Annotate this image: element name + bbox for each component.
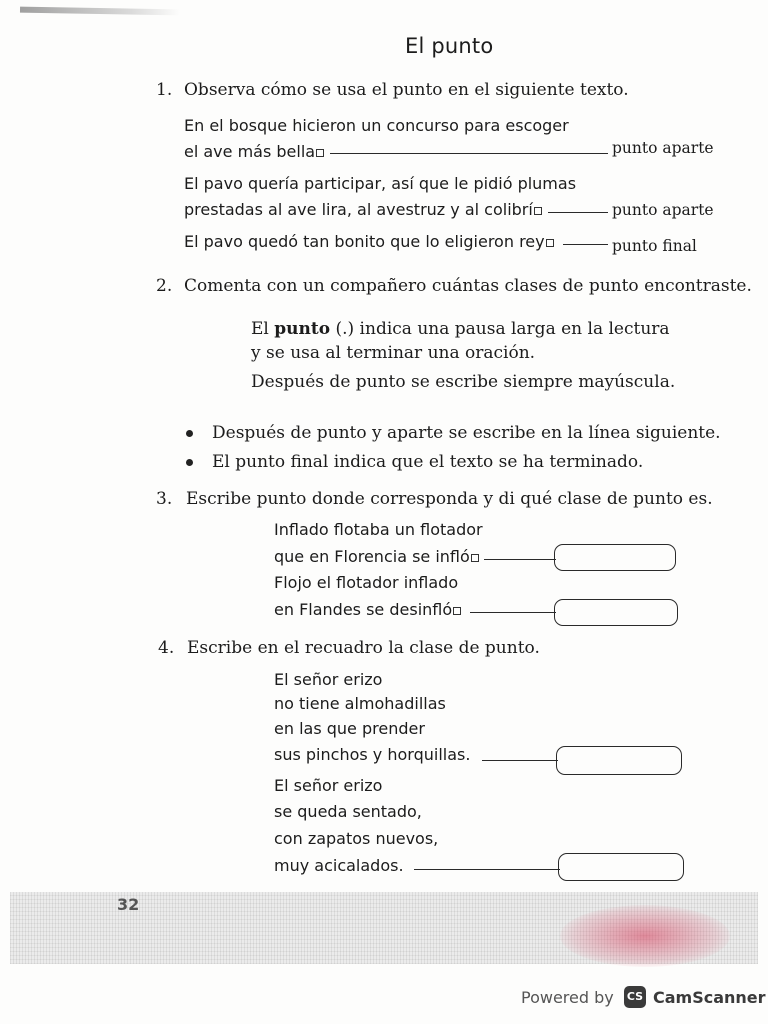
q1-label-2: punto aparte	[612, 201, 714, 219]
definition-line-2: y se usa al terminar una oración.	[251, 343, 536, 363]
q1-prompt: Observa cómo se usa el punto en el siguiente texto.	[184, 80, 629, 100]
period-box-icon	[534, 207, 542, 215]
q4-line-7: con zapatos nuevos,	[274, 829, 439, 848]
answer-line	[563, 244, 608, 245]
q1-line-5: El pavo quedó tan bonito que lo eligieron rey	[184, 232, 554, 251]
q3-line-4: en Flandes se desinfló	[274, 600, 461, 619]
page-number: 32	[117, 895, 140, 914]
period-box-icon	[453, 607, 461, 615]
q3-prompt: Escribe punto donde corresponda y di qué clase de punto es.	[186, 489, 713, 509]
q1-line-3: El pavo quería participar, así que le pidió plumas	[184, 174, 577, 193]
q1-line-2: el ave más bella	[184, 142, 324, 161]
bullet-icon	[186, 430, 193, 437]
q4-line-1: El señor erizo	[274, 670, 383, 689]
period-box-icon	[471, 554, 479, 562]
q2-number: 2.	[156, 276, 173, 296]
period-box-icon	[316, 149, 324, 157]
answer-line	[482, 760, 558, 761]
q4-number: 4.	[158, 638, 175, 658]
q1-label-3: punto final	[612, 237, 697, 255]
q2-prompt: Comenta con un compañero cuántas clases de punto encontraste.	[184, 276, 752, 296]
q4-line-5: El señor erizo	[274, 776, 383, 795]
q3-line-3: Flojo el flotador inflado	[274, 573, 459, 592]
q4-line-3: en las que prender	[274, 719, 425, 738]
answer-box[interactable]	[556, 746, 682, 775]
powered-by-text: Powered by	[521, 988, 614, 1007]
answer-box[interactable]	[558, 853, 684, 881]
answer-box[interactable]	[554, 544, 676, 571]
camscanner-name: CamScanner	[653, 988, 766, 1007]
q4-line-4: sus pinchos y horquillas.	[274, 745, 471, 764]
bullet-text-1: Después de punto y aparte se escribe en la línea siguiente.	[212, 423, 721, 443]
answer-box[interactable]	[554, 599, 678, 626]
q3-line-2: que en Florencia se infló	[274, 547, 479, 566]
answer-line	[414, 869, 560, 870]
q4-line-6: se queda sentado,	[274, 802, 422, 821]
bullet-icon	[186, 459, 193, 466]
q4-line-2: no tiene almohadillas	[274, 694, 446, 713]
q1-line-4: prestadas al ave lira, al avestruz y al colibrí	[184, 200, 542, 219]
answer-line	[330, 153, 608, 154]
bullet-text-2: El punto final indica que el texto se ha terminado.	[212, 452, 644, 472]
q4-line-8: muy acicalados.	[274, 856, 404, 875]
q1-number: 1.	[156, 80, 173, 100]
answer-line	[484, 559, 556, 560]
definition-line-1: El punto (.) indica una pausa larga en la lectura	[251, 319, 670, 339]
definition-line-3: Después de punto se escribe siempre mayúscula.	[251, 372, 676, 392]
q4-prompt: Escribe en el recuadro la clase de punto.	[187, 638, 540, 658]
page-title: El punto	[405, 34, 494, 58]
q3-line-1: Inflado flotaba un flotador	[274, 520, 483, 539]
ink-stain	[560, 905, 730, 967]
q3-number: 3.	[156, 489, 173, 509]
q1-line-1: En el bosque hicieron un concurso para escoger	[184, 116, 569, 135]
camscanner-logo-icon: CS	[624, 986, 646, 1008]
scan-smudge	[20, 7, 180, 16]
answer-line	[548, 212, 608, 213]
period-box-icon	[546, 239, 554, 247]
answer-line	[470, 612, 556, 613]
q1-label-1: punto aparte	[612, 139, 714, 157]
